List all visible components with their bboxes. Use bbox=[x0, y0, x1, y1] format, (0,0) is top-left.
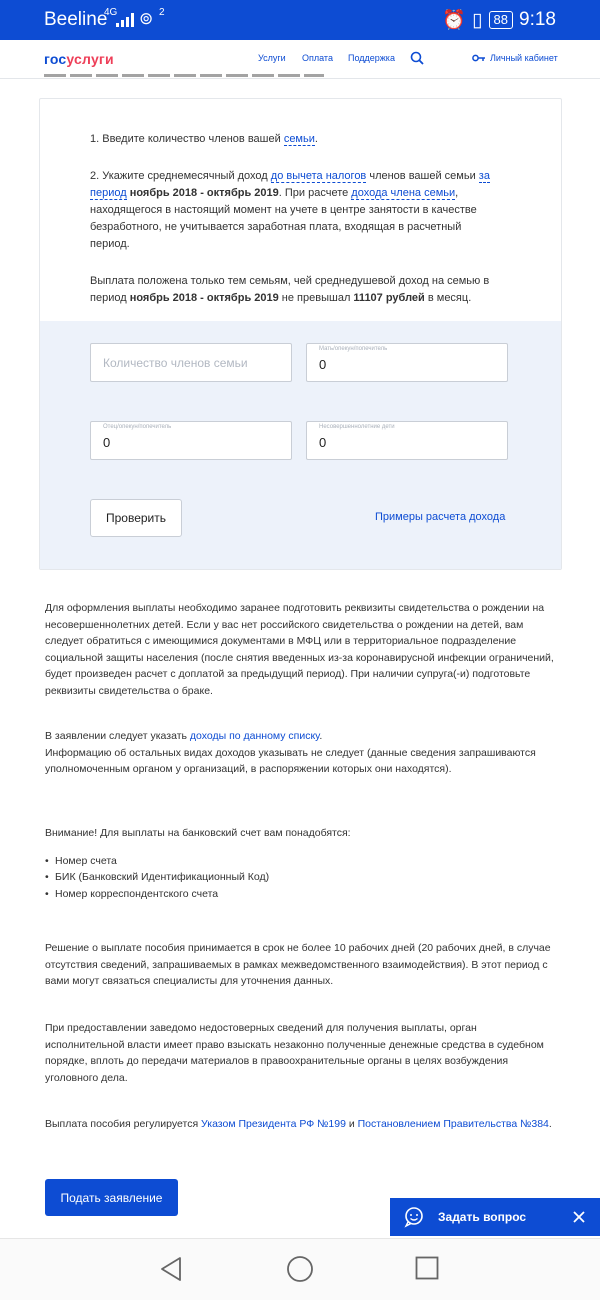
vibrate-icon: ▯ bbox=[472, 9, 483, 31]
resolution-384-link[interactable]: Постановлением Правительства №384 bbox=[357, 1118, 549, 1130]
chat-icon bbox=[402, 1205, 426, 1229]
children-income-input[interactable]: Несовершеннолетние дети 0 bbox=[306, 421, 508, 460]
close-icon[interactable] bbox=[572, 1210, 586, 1224]
ask-question-widget[interactable] bbox=[390, 1198, 600, 1236]
calculator-form bbox=[40, 321, 561, 569]
battery-icon: 88 bbox=[489, 11, 513, 29]
key-icon bbox=[472, 53, 486, 63]
step-1: 1. Введите количество членов вашей семьи. bbox=[90, 133, 318, 145]
birth-certificate-info: Для оформления выплаты необходимо заранее подготовить реквизиты свидетельства о рождении на несовершеннолетних детей. Если у вас нет российского свидетельства о рождении на детей, вам следует обратиться с имеющимися документами в МФЦ или в территориальное подразделение социальной защиты населения (после снятия введенных из-за коронавирусной инфекции ограничений, будет произведен расчет с доплатой за предыдущий период). При наличии супруга(-и) подготовьте реквизиты свидетельства о браке. bbox=[45, 602, 554, 697]
decree-199-link[interactable]: Указом Президента РФ №199 bbox=[201, 1118, 346, 1130]
income-examples-link[interactable]: Примеры расчета дохода bbox=[375, 511, 506, 523]
alarm-icon: ⏰ bbox=[442, 10, 467, 31]
father-income-input[interactable]: Отец/опекун/попечитель 0 bbox=[90, 421, 292, 460]
income-calculator-card bbox=[39, 98, 562, 570]
recents-icon[interactable] bbox=[415, 1256, 439, 1280]
list-item: • Номер корреспондентского счета bbox=[45, 886, 555, 903]
status-right bbox=[442, 8, 556, 32]
instructions bbox=[90, 131, 502, 327]
legal-basis-info: Выплата пособия регулируется Указом Президента РФ №199 и Постановлением Правительства №384. bbox=[45, 1118, 552, 1130]
system-nav-bar bbox=[0, 1238, 600, 1300]
bank-requirements-list bbox=[45, 853, 555, 903]
search-icon[interactable] bbox=[410, 51, 424, 65]
list-item: • БИК (Банковский Идентификационный Код) bbox=[45, 869, 555, 886]
gosuslugi-logo[interactable]: госуслуги bbox=[44, 51, 114, 67]
home-icon[interactable] bbox=[286, 1255, 314, 1283]
cut-off-text bbox=[44, 68, 324, 80]
status-bar bbox=[0, 0, 600, 40]
bank-requirements: Внимание! Для выплаты на банковский счет вам понадобятся: • Номер счета • БИК (Банковский Идентификационный Код) • Номер корреспондентского счета bbox=[45, 825, 555, 902]
signal-icon bbox=[115, 12, 135, 28]
before-tax-link[interactable]: до вычета налогов bbox=[270, 170, 367, 182]
eligibility-note: Выплата положена только тем семьям, чей среднедушевой доход на семью в период ноябрь 2018 - октябрь 2019 не превышал 11107 рублей в месяц. bbox=[90, 275, 490, 304]
ask-question-label: Задать вопрос bbox=[438, 1210, 527, 1224]
hotspot-icon: ⊚ bbox=[139, 9, 154, 28]
income-list-info: В заявлении следует указать доходы по данному списку. Информацию об остальных видах доходов указывать не следует (данные сведения запрашиваются уполномоченным органом у организаций, в распоряжении которых они находятся). bbox=[45, 730, 536, 775]
nav-payment[interactable]: Оплата bbox=[302, 53, 333, 63]
mother-income-input[interactable]: Мать/опекун/попечитель 0 bbox=[306, 343, 508, 382]
hotspot-count: 2 bbox=[159, 7, 165, 18]
nav-support[interactable]: Поддержка bbox=[348, 53, 395, 63]
network-type: 4G bbox=[104, 7, 118, 18]
income-list-link[interactable]: доходы по данному списку bbox=[189, 730, 320, 742]
liability-info: При предоставлении заведомо недостоверных сведений для получения выплаты, орган исполнительной власти имеет право взыскать незаконно полученные денежные средства в судебном порядке, вплоть до передачи материалов в правоохранительные органы в целях возбуждения уголовного дела. bbox=[45, 1022, 544, 1084]
check-button[interactable]: Проверить bbox=[90, 499, 182, 537]
back-icon[interactable] bbox=[158, 1256, 184, 1282]
carrier-name: Beeline bbox=[44, 9, 108, 30]
decision-term-info: Решение о выплате пособия принимается в срок не более 10 рабочих дней (20 рабочих дней, в случае отсутствия сведений, запрашиваемых в рамках межведомственного взаимодействия). В этот период с вами могут связаться специалисты для уточнения данных. bbox=[45, 942, 551, 987]
step-2: 2. Укажите среднемесячный доход до вычета налогов членов вашей семьи за период ноябрь 2018 - октябрь 2019. При расчете дохода члена семьи, находящегося в настоящий момент на учете в центре занятости в качестве безработного, не учитывается заработная плата, входящая в расчетный период. bbox=[90, 170, 490, 250]
period-link[interactable]: за период bbox=[90, 170, 490, 199]
member-income-link[interactable]: дохода члена семьи bbox=[351, 187, 456, 199]
family-link[interactable]: семьи bbox=[283, 133, 315, 145]
members-count-input[interactable]: Количество членов семьи bbox=[90, 343, 292, 382]
submit-application-button[interactable]: Подать заявление bbox=[45, 1179, 178, 1216]
clock: 9:18 bbox=[519, 9, 556, 30]
account-link[interactable]: Личный кабинет bbox=[490, 53, 558, 63]
nav-services[interactable]: Услуги bbox=[258, 53, 286, 63]
list-item: • Номер счета bbox=[45, 853, 555, 870]
